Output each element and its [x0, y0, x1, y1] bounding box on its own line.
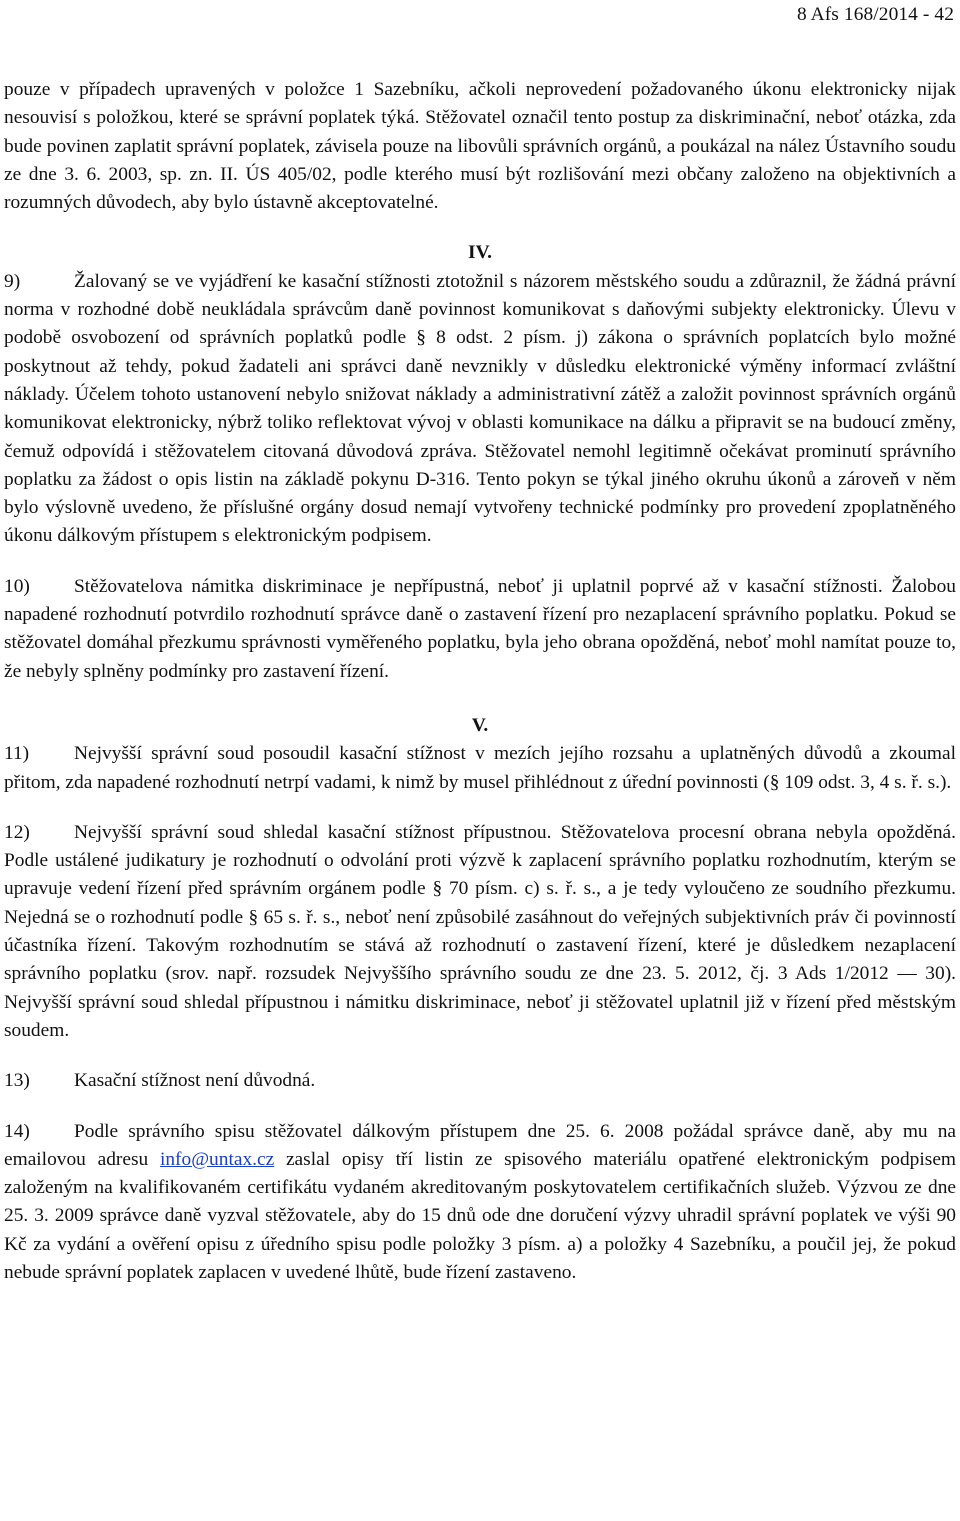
paragraph-text: Nejvyšší správní soud posoudil kasační stížnost v mezích jejího rozsahu a uplatněných důvodů a zkoumal přitom, zda napadené rozhodnutí netrpí vadami, k nimž by musel přihlédnout z úřední povinnosti (§ 109 odst. 3, 4 s. ř. s.).: [4, 743, 956, 793]
paragraph-text: Stěžovatelova námitka diskriminace je nepřípustná, neboť ji uplatnil poprvé až v kasační stížnosti. Žalobou napadené rozhodnutí potvrdilo rozhodnutí správce daně o zastavení řízení pro nezaplacení správního poplatku. Pokud se stěžovatel domáhal přezkumu správnosti vyměřeného poplatku, byla jeho obrana opožděná, neboť mohl namítat pouze to, že nebyly splněny podmínky pro zastavení řízení.: [4, 575, 956, 682]
paragraph-number: 11): [4, 743, 30, 765]
paragraph-text: Nejvyšší správní soud shledal kasační stížnost přípustnou. Stěžovatelova procesní obrana nebyla opožděná. Podle ustálené judikatury je rozhodnutí o odvolání proti výzvě k zaplacení správního poplatku rozhodnutím, kterým se upravuje vedení řízení před správním orgánem podle § 70 písm. c) s. ř. s., a je tedy vyloučeno ze soudního přezkumu. Nejedná se o rozhodnutí podle § 65 s. ř. s., neboť není způsobilé zasáhnout do veřejných subjektivních práv či povinností účastníka řízení. Takovým rozhodnutím se stává až rozhodnutí o zastavení řízení, které je důsledkem nezaplacení správního poplatku (srov. např. rozsudek Nejvyššího správního soudu ze dne 23. 5. 2012, čj. 3 Ads 1/2012 — 30). Nejvyšší správní soud shledal přípustnou i námitku diskriminace, neboť ji stěžovatel uplatnil již v řízení před městským soudem.: [4, 821, 956, 1041]
paragraph-number: 9): [4, 270, 21, 292]
paragraph-11: [4, 740, 956, 797]
paragraph-text: Žalovaný se ve vyjádření ke kasační stížnosti ztotožnil s názorem městského soudu a zdůraznil, že žádná právní norma v rozhodné době neukládala správcům daně povinnost komunikovat s daňovými subjekty elektronicky. Úlevu v podobě osvobození od správních poplatků podle § 8 odst. 2 písm. j) zákona o správních poplatcích bylo možné poskytnout až tehdy, pokud žadateli ani správci daně nevznikly v důsledku elektronické výměny informací zvláštní náklady. Účelem tohoto ustanovení nebylo snižovat náklady a administrativní zátěž a založit povinnost správních orgánů komunikovat elektronicky, nýbrž toliko reflektovat vývoj v oblasti komunikace na dálku a připravit se na budoucí změny, čemuž odpovídá i stěžovatelem citovaná důvodová zpráva. Stěžovatel nemohl legitimně očekávat prominutí správního poplatku za žádost o opis listin na základě pokynu D-316. Tento pokyn se týkal jiného okruhu úkonů a zároveň v něm bylo výslovně uvedeno, že příslušné orgány dosud nemají vytvořeny technické podmínky pro provedení zpoplatněného úkonu dálkovým přístupem s elektronickým podpisem.: [4, 270, 956, 547]
paragraph-12: [4, 819, 956, 1045]
email-link[interactable]: info@untax.cz: [159, 1148, 275, 1170]
paragraph-number: 12): [4, 821, 30, 843]
paragraph-10: [4, 573, 956, 686]
paragraph-text-after-email: zaslal opisy tří listin ze spisového materiálu opatřené elektronickým podpisem založeným na kvalifikovaném certifikátu vydaném akreditovaným poskytovatelem certifikačních služeb. Výzvou ze dne 25. 3. 2009 správce daně vyzval stěžovatele, aby do 15 dnů ode dne doručení výzvy uhradil správní poplatek ve výši 90 Kč za vydání a ověření opisu z úředního spisu podle položky 3 písm. a) a položky 4 Sazebníku, a poučil jej, že pokud nebude správní poplatek zaplacen v uvedené lhůtě, bude řízení zastaveno.: [4, 1148, 957, 1283]
section-heading-iv: IV.: [468, 242, 492, 264]
section-heading-v: V.: [471, 714, 489, 736]
paragraph-number: 14): [4, 1120, 30, 1142]
paragraph-14: [4, 1118, 956, 1288]
paragraph-number: 10): [4, 575, 30, 597]
paragraph-text-before-email: Podle správního spisu stěžovatel dálkovým přístupem dne 25. 6. 2008 požádal správce daně, aby mu na emailovou adresu: [4, 1120, 956, 1170]
paragraph-9: [4, 268, 956, 551]
intro-paragraph: pouze v případech upravených v položce 1 Sazebníku, ačkoli neprovedení požadovaného úkonu elektronicky nijak nesouvisí s položkou, které se správní poplatek týká. Stěžovatel označil tento postup za diskriminační, neboť otázka, zda bude povinen zaplatit správní poplatek, závisela pouze na libovůli správních orgánů, a poukázal na nález Ústavního soudu ze dne 3. 6. 2003, sp. zn. II. ÚS 405/02, podle kterého musí být rozlišování mezi občany založeno na objektivních a rozumných důvodech, aby bylo ústavně akceptovatelné.: [4, 79, 956, 214]
case-reference: 8 Afs 168/2014 - 42: [796, 4, 954, 25]
paragraph-number: 13): [4, 1070, 30, 1092]
paragraph-text: Kasační stížnost není důvodná.: [74, 1070, 316, 1092]
document-body: [4, 76, 956, 1287]
paragraph-13: [4, 1067, 956, 1095]
